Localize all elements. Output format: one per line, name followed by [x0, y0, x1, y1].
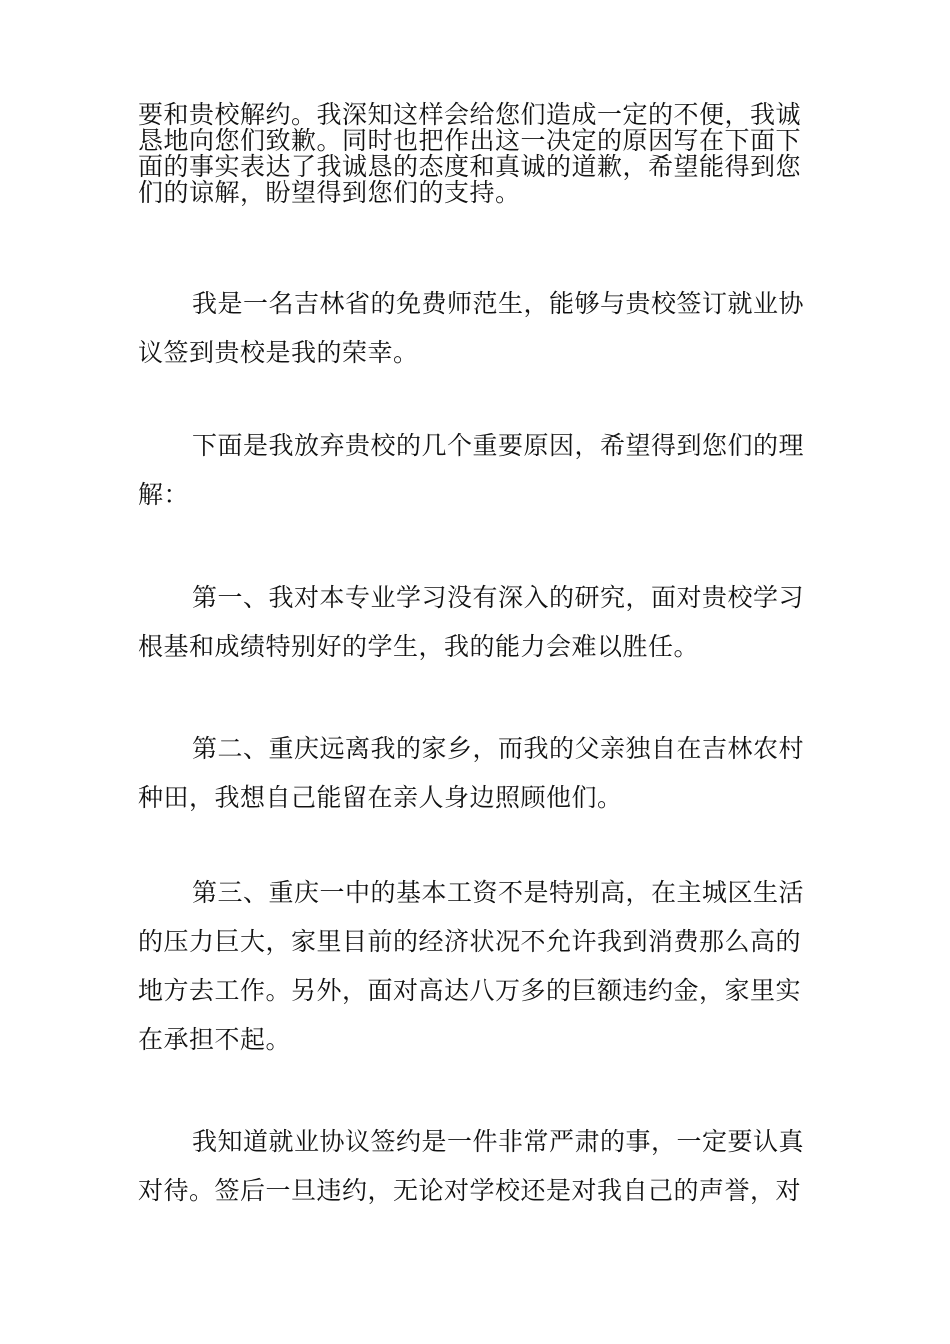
- paragraph-line: 我是一名吉林省的免费师范生，能够与贵校签订就业协: [192, 289, 805, 318]
- intro-line: 要和贵校解约。我深知这样会给您们造成一定的不便，我诚: [138, 100, 802, 129]
- intro-line: 恳地向您们致歉。同时也把作出这一决定的原因写在下面下: [138, 126, 802, 155]
- paragraph-line: 议签到贵校是我的荣幸。: [138, 338, 419, 367]
- paragraph-agreement-seriousness: [138, 1117, 822, 1215]
- paragraph-reason-one: [138, 573, 822, 671]
- intro-paragraph: [138, 102, 822, 206]
- paragraph-free-normal-student: [138, 279, 822, 377]
- paragraph-line: 第三、重庆一中的基本工资不是特别高，在主城区生活: [192, 878, 805, 907]
- paragraph-line: 在承担不起。: [138, 1025, 292, 1054]
- paragraph-line: 根基和成绩特别好的学生，我的能力会难以胜任。: [138, 632, 700, 661]
- paragraph-line: 我知道就业协议签约是一件非常严肃的事，一定要认真: [192, 1127, 805, 1156]
- paragraph-line: 下面是我放弃贵校的几个重要原因，希望得到您们的理: [192, 431, 805, 460]
- paragraph-line: 地方去工作。另外，面对高达八万多的巨额违约金，家里实: [138, 976, 802, 1005]
- paragraph-line: 解：: [138, 480, 190, 509]
- intro-line: 面的事实表达了我诚恳的态度和真诚的道歉，希望能得到您: [138, 152, 802, 181]
- paragraph-line: 第一、我对本专业学习没有深入的研究，面对贵校学习: [192, 583, 805, 612]
- intro-line: 们的谅解，盼望得到您们的支持。: [138, 178, 521, 207]
- paragraph-reason-three: [138, 868, 822, 1064]
- paragraph-reasons-intro: [138, 421, 822, 519]
- paragraph-line: 种田，我想自己能留在亲人身边照顾他们。: [138, 783, 623, 812]
- paragraph-reason-two: [138, 724, 822, 822]
- paragraph-line: 的压力巨大，家里目前的经济状况不允许我到消费那么高的: [138, 927, 802, 956]
- paragraph-line: 第二、重庆远离我的家乡，而我的父亲独自在吉林农村: [192, 734, 805, 763]
- paragraph-line: 对待。签后一旦违约，无论对学校还是对我自己的声誉，对: [138, 1176, 802, 1205]
